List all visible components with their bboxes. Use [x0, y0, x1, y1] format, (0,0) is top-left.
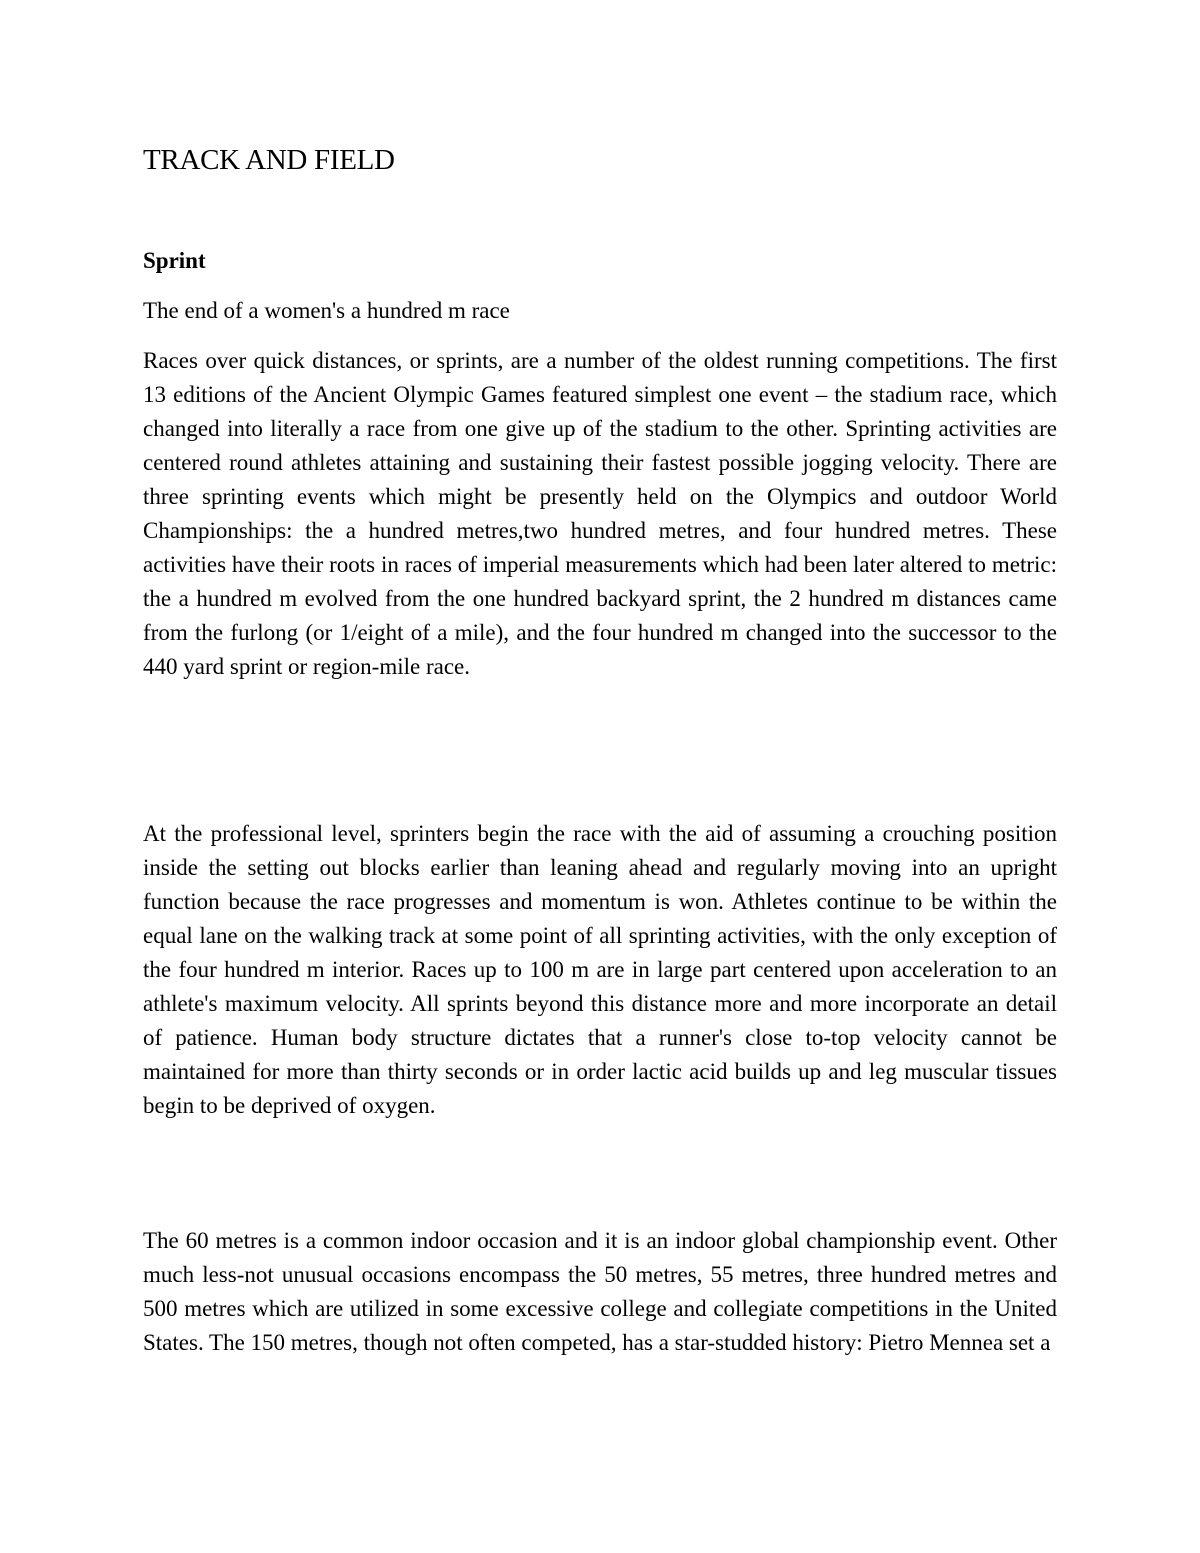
paragraph-1: Races over quick distances, or sprints, are a number of the oldest running competitions. The first 13 editions of the Ancient Olympic Games featured simplest one event – the stadium race, which changed into literally a race from one give up of the stadium to the other. Sprinting activities are centered round athletes attaining and sustaining their fastest possible jogging velocity. There are three sprinting events which might be presently held on the Olympics and outdoor World Championships: the a hundred metres,two hundred metres, and four hundred metres. These activities have their roots in races of imperial measurements which had been later altered to metric: the a hundred m evolved from the one hundred backyard sprint, the 2 hundred m distances came from the furlong (or 1/eight of a mile), and the four hundred m changed into the successor to the 440 yard sprint or region-mile race. — [143, 348, 1057, 679]
document-body — [143, 140, 1057, 1355]
image-caption: The end of a women's a hundred m race — [143, 298, 510, 323]
paragraph-3: The 60 metres is a common indoor occasion and it is an indoor global championship event. Other much less-not unusual occasions encompass the 50 metres, 55 metres, three hundred metres and 500 metres which are utilized in some excessive college and collegiate competitions in the United States. The 150 metres, though not often competed, has a star-studded history: Pietro Mennea set a — [143, 1228, 1057, 1355]
paragraph-2: At the professional level, sprinters begin the race with the aid of assuming a crouching position inside the setting out blocks earlier than leaning ahead and regularly moving into an upright function because the race progresses and momentum is won. Athletes continue to be within the equal lane on the walking track at some point of all sprinting activities, with the only exception of the four hundred m interior. Races up to 100 m are in large part centered upon acceleration to an athlete's maximum velocity. All sprints beyond this distance more and more incorporate an detail of patience. Human body structure dictates that a runner's close to-top velocity cannot be maintained for more than thirty seconds or in order lactic acid builds up and leg muscular tissues begin to be deprived of oxygen. — [143, 821, 1057, 1118]
section-heading-sprint: Sprint — [143, 248, 206, 273]
document-title: TRACK AND FIELD — [143, 144, 395, 176]
